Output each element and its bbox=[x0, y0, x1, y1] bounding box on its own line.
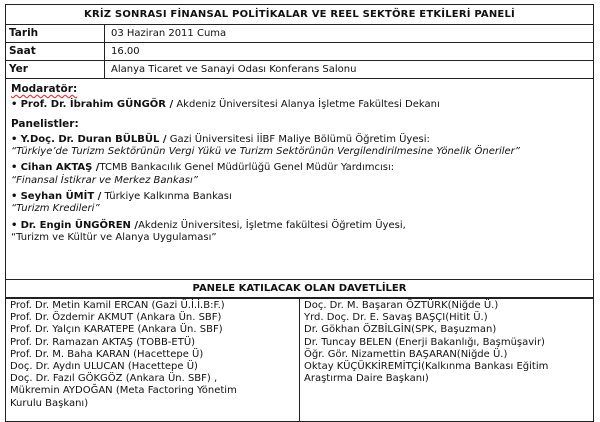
invitee-item: Oktay KÜÇÜKKİREMİTÇİ(Kalkınma Bankası Eğitim bbox=[304, 361, 549, 373]
invitee-item: Prof. Dr. Yalçın KARATEPE (Ankara Ün. SBF) bbox=[10, 324, 223, 336]
bullet-icon: • bbox=[11, 162, 18, 174]
invitee-item: Dr. Tuncay BELEN (Enerji Bakanlığı, Başmüşavir) bbox=[304, 336, 545, 348]
panelist-topic: “Finansal İstikrar ve Merkez Bankası” bbox=[11, 174, 198, 186]
invitee-item: Kurulu Başkanı) bbox=[10, 397, 89, 409]
bullet-icon: • bbox=[11, 133, 18, 145]
time-value: 16.00 bbox=[105, 43, 594, 61]
panelist-affiliation: TCMB Bankacılık Genel Müdürlüğü Genel Müdür Yardımcısı: bbox=[99, 162, 395, 174]
panelist-affiliation: Türkiye Kalkınma Bankası bbox=[101, 191, 232, 203]
row-time bbox=[6, 43, 594, 61]
panelist-topic: “Türkiye’de Turizm Sektörünün Vergi Yükü ve Turizm Sektörünün Vergilendirilmesine Yönelik Öneriler” bbox=[11, 146, 520, 158]
invitees-table bbox=[5, 298, 594, 422]
panelist-item bbox=[11, 134, 588, 159]
invitee-item: Doç. Dr. M. Başaran ÖZTÜRK(Niğde Ü.) bbox=[304, 300, 499, 311]
panelists-heading: Panelistler: bbox=[11, 117, 79, 130]
invitees-right-column bbox=[300, 299, 594, 422]
moderator-name: Prof. Dr. İbrahim GÜNGÖR / bbox=[20, 99, 174, 111]
venue-value: Alanya Ticaret ve Sanayi Odası Konferans Salonu bbox=[105, 61, 594, 79]
row-venue bbox=[6, 61, 594, 79]
invitee-item: Doç. Dr. Aydın ULUCAN (Hacettepe Ü) bbox=[10, 361, 198, 373]
row-date bbox=[6, 25, 594, 43]
moderator-entry bbox=[11, 99, 588, 111]
panelist-topic: “Turizm Kredileri” bbox=[11, 203, 100, 215]
invitee-item: Prof. Dr. Metin Kamil ERCAN (Gazi Ü.İ.İ.B:F.) bbox=[10, 300, 225, 311]
date-label: Tarih bbox=[6, 25, 105, 43]
moderator-heading: Modaratör: bbox=[11, 83, 78, 95]
panel-info-table bbox=[5, 4, 594, 298]
panelist-item bbox=[11, 220, 588, 245]
panel-title: KRİZ SONRASI FİNANSAL POLİTİKALAR VE REEL SEKTÖRE ETKİLERİ PANELİ bbox=[6, 5, 594, 25]
invitee-item: Prof. Dr. M. Baha KARAN (Hacettepe Ü) bbox=[10, 348, 204, 360]
invitee-item: Yrd. Doç. Dr. E. Savaş BAŞÇI(Hitit Ü.) bbox=[304, 312, 488, 324]
invitees-heading: PANELE KATILACAK OLAN DAVETLİLER bbox=[6, 280, 594, 298]
invitees-left-column bbox=[6, 299, 300, 422]
bullet-icon: • bbox=[11, 99, 18, 111]
panelist-name: Dr. Engin ÜNGÖREN / bbox=[20, 219, 139, 231]
invitee-item: Doç. Dr. Fazıl GÖKGÖZ (Ankara Ün. SBF) , bbox=[10, 373, 218, 385]
panelist-item bbox=[11, 162, 588, 187]
invitee-item: Prof. Dr. Özdemir AKMUT (Ankara Ün. SBF) bbox=[10, 312, 222, 324]
invitee-item: Prof. Dr. Ramazan AKTAŞ (TOBB-ETÜ) bbox=[10, 336, 196, 348]
bullet-icon: • bbox=[11, 219, 18, 231]
panelist-name: Y.Doç. Dr. Duran BÜLBÜL / bbox=[20, 133, 167, 145]
invitee-item: Mükremin AYDOĞAN (Meta Factoring Yönetim bbox=[10, 385, 237, 397]
invitee-item: Öğr. Gör. Nizamettin BAŞARAN(Niğde Ü.) bbox=[304, 348, 508, 360]
time-label: Saat bbox=[6, 43, 105, 61]
panel-document bbox=[5, 4, 594, 422]
panelist-topic: “Turizm ve Kültür ve Alanya Uygulaması” bbox=[11, 231, 217, 243]
panelist-name: Seyhan ÜMİT / bbox=[20, 191, 102, 203]
panelist-name: Cihan AKTAŞ / bbox=[20, 162, 100, 174]
panelist-affiliation: Gazi Üniversitesi İİBF Maliye Bölümü Öğretim Üyesi: bbox=[166, 133, 430, 145]
panelist-item bbox=[11, 191, 588, 216]
venue-label: Yer bbox=[6, 61, 105, 79]
date-value: 03 Haziran 2011 Cuma bbox=[105, 25, 594, 43]
bullet-icon: • bbox=[11, 191, 18, 203]
invitee-item: Araştırma Daire Başkanı) bbox=[304, 373, 429, 385]
panelist-affiliation: Akdeniz Üniversitesi, İşletme fakültesi Öğretim Üyesi, bbox=[138, 219, 406, 231]
program-body bbox=[6, 79, 594, 280]
invitee-item: Dr. Gökhan ÖZBİLGİN(SPK, Başuzman) bbox=[304, 324, 497, 336]
moderator-affiliation: Akdeniz Üniversitesi Alanya İşletme Fakültesi Dekanı bbox=[173, 99, 440, 111]
